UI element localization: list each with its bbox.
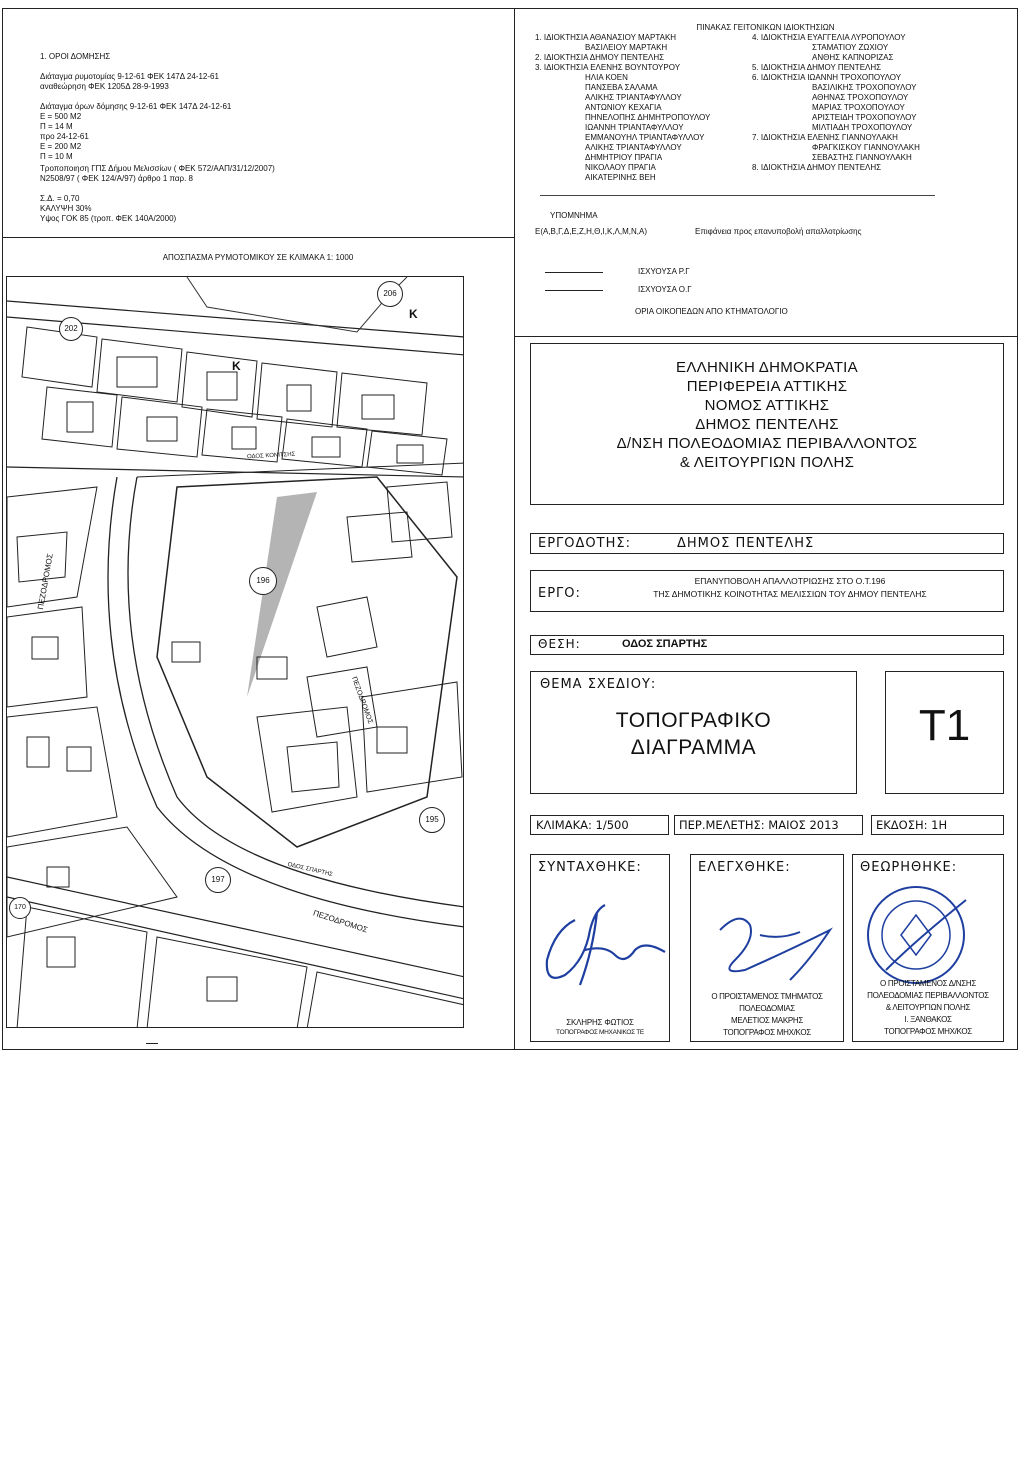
authority-line: ΝΟΜΟΣ ΑΤΤΙΚΗΣ <box>704 397 830 414</box>
street-label: ΠΕΖΟΔΡΟΜΟΣ <box>36 552 55 611</box>
checked-label: ΕΛΕΓΧΘΗΚΕ: <box>698 860 791 875</box>
checked-line: Ο ΠΡΟΙΣΤΑΜΕΝΟΣ ΤΜΗΜΑΤΟΣ <box>711 992 823 1001</box>
legend-title: ΥΠΟΜΝΗΜΑ <box>550 211 598 220</box>
checked-signature <box>700 900 840 995</box>
legend-rg-line <box>545 272 603 273</box>
approved-seal <box>856 880 976 990</box>
block-label-197: 197 <box>205 867 231 893</box>
client-label: ΕΡΓΟΔΟΤΗΣ: <box>538 536 631 551</box>
checked-line: ΤΟΠΟΓΡΑΦΟΣ ΜΗΧ/ΚΟΣ <box>723 1028 811 1037</box>
checked-line: ΠΟΛΕΟΔΟΜΙΑΣ <box>739 1004 795 1013</box>
block-label-196: 196 <box>249 567 277 595</box>
neighbor-entry: ΑΛΙΚΗΣ ΤΡΙΑΝΤΑΦΥΛΛΟΥ <box>585 143 682 152</box>
street-label: ΠΕΖΟΔΡΟΜΟΣ <box>311 908 369 935</box>
neighbor-entry: ΑΘΗΝΑΣ ΤΡΟΧΟΠΟΥΛΟΥ <box>812 93 909 102</box>
legend-og: ΙΣΧΥΟΥΣΑ Ο.Γ <box>638 285 692 294</box>
street-label: ΠΕΖΟΔΡΟΜΟΣ <box>350 675 374 726</box>
terms-line: Ε = 200 Μ2 <box>40 142 82 151</box>
street-label: ΟΔΟΣ ΚΟΝΙΤΣΗΣ <box>246 451 296 461</box>
legend-area-code: Ε(Α,Β,Γ,Δ,Ε,Ζ,Η,Θ,Ι,Κ,Λ,Μ,Ν,Α) <box>535 227 648 236</box>
neighbor-entry: ΣΕΒΑΣΤΗΣ ΓΙΑΝΝΟΥΛΑΚΗ <box>812 153 912 162</box>
legend-og-line <box>545 290 603 291</box>
neighbor-entry: 5. ΙΔΙΟΚΤΗΣΙΑ ΔΗΜΟΥ ΠΕΝΤΕΛΗΣ <box>752 63 882 72</box>
drafted-signature <box>535 890 670 1000</box>
subject-line-2: ΔΙΑΓΡΑΜΜΑ <box>630 736 757 759</box>
sheet-number: Τ1 <box>918 701 971 750</box>
neighbor-entry: ΒΑΣΙΛΕΙΟΥ ΜΑΡΤΑΚΗ <box>585 43 668 52</box>
drafted-label: ΣΥΝΤΑΧΘΗΚΕ: <box>538 860 642 875</box>
authority-line: Δ/ΝΣΗ ΠΟΛΕΟΔΟΜΙΑΣ ΠΕΡΙΒΑΛΛΟΝΤΟΣ <box>616 435 918 452</box>
approved-line: Ι. ΞΑΝΘΑΚΟΣ <box>904 1015 952 1024</box>
approved-line: & ΛΕΙΤΟΥΡΓΙΩΝ ΠΟΛΗΣ <box>885 1003 971 1012</box>
legend-cadastre: ΟΡΙΑ ΟΙΚΟΠΕΔΩΝ ΑΠΟ ΚΤΗΜΑΤΟΛΟΓΙΟ <box>635 307 788 316</box>
location-label: ΘΕΣΗ: <box>538 637 581 651</box>
street-label: ΟΔΟΣ ΣΠΑΡΤΗΣ <box>286 861 334 879</box>
neighbor-entry: 3. ΙΔΙΟΚΤΗΣΙΑ ΕΛΕΝΗΣ ΒΟΥΝΤΟΥΡΟΥ <box>535 63 681 72</box>
neighbor-entry: ΒΑΣΙΛΙΚΗΣ ΤΡΟΧΟΠΟΥΛΟΥ <box>812 83 917 92</box>
neighbor-entry: 1. ΙΔΙΟΚΤΗΣΙΑ ΑΘΑΝΑΣΙΟΥ ΜΑΡΤΑΚΗ <box>535 33 677 42</box>
work-line-2: ΤΗΣ ΔΗΜΟΤΙΚΗΣ ΚΟΙΝΟΤΗΤΑΣ ΜΕΛΙΣΣΙΩΝ ΤΟΥ ΔΗΜΟΥ ΠΕΝΤΕΛΗΣ <box>653 589 927 599</box>
terms-line <box>40 92 500 102</box>
legend-rg: ΙΣΧΥΟΥΣΑ Ρ.Γ <box>638 267 690 276</box>
location-box <box>530 635 1004 655</box>
terms-line: Ε = 500 Μ2 <box>40 112 82 121</box>
neighbor-entry: 4. ΙΔΙΟΚΤΗΣΙΑ ΕΥΑΓΓΕΛΙΑ ΛΥΡΟΠΟΥΛΟΥ <box>752 33 906 42</box>
subject-label: ΘΕΜΑ ΣΧΕΔΙΟΥ: <box>540 677 657 692</box>
neighbor-entry: ΣΤΑΜΑΤΙΟΥ ΖΩΧΙΟΥ <box>812 43 889 52</box>
drafted-role: ΤΟΠΟΓΡΑΦΟΣ ΜΗΧΑΝΙΚΟΣ ΤΕ <box>556 1029 644 1036</box>
block-label-206: 206 <box>377 281 403 307</box>
authority-line: ΠΕΡΙΦΕΡΕΙΑ ΑΤΤΙΚΗΣ <box>686 378 848 395</box>
neighbor-entry: ΜΑΡΙΑΣ ΤΡΟΧΟΠΟΥΛΟΥ <box>812 103 905 112</box>
approved-line: Ο ΠΡΟΙΣΤΑΜΕΝΟΣ Δ/ΝΣΗΣ <box>879 979 977 988</box>
terms-line: Π = 10 Μ <box>40 152 73 161</box>
location-value: ΟΔΟΣ ΣΠΑΡΤΗΣ <box>622 638 708 650</box>
block-196-outline <box>157 477 457 847</box>
neighbor-entry: ΝΙΚΟΛΑΟΥ ΠΡΑΓΙΑ <box>585 163 656 172</box>
client-value: ΔΗΜΟΣ ΠΕΝΤΕΛΗΣ <box>677 536 815 551</box>
neighbors-right-list <box>752 33 1012 173</box>
approved-line: ΠΟΛΕΟΔΟΜΙΑΣ ΠΕΡΙΒΑΛΛΟΝΤΟΣ <box>867 991 989 1000</box>
authority-line: & ΛΕΙΤΟΥΡΓΙΩΝ ΠΟΛΗΣ <box>679 454 855 471</box>
period-value: ΠΕΡ.ΜΕΛΕΤΗΣ: ΜΑΙΟΣ 2013 <box>679 818 839 832</box>
neighbor-entry: ΠΗΝΕΛΟΠΗΣ ΔΗΜΗΤΡΟΠΟΥΛΟΥ <box>585 113 711 122</box>
neighbor-entry: 2. ΙΔΙΟΚΤΗΣΙΑ ΔΗΜΟΥ ΠΕΝΤΕΛΗΣ <box>535 53 665 62</box>
neighbor-entry: 7. ΙΔΙΟΚΤΗΣΙΑ ΕΛΕΝΗΣ ΓΙΑΝΝΟΥΛΑΚΗ <box>752 133 898 142</box>
subject-line-1: ΤΟΠΟΓΡΑΦΙΚΟ <box>615 709 772 732</box>
terms-line: Διάταγμα όρων δόμησης 9-12-61 ΦΕΚ 147Δ 24-12-61 <box>40 102 232 111</box>
neighbor-entry: ΑΙΚΑΤΕΡΙΝΗΣ ΒΕΗ <box>585 173 656 182</box>
terms-line: ΚΑΛΥΨΗ 30% <box>40 204 92 213</box>
neighbors-separator <box>540 195 935 196</box>
neighbor-entry: ΑΡΙΣΤΕΙΔΗ ΤΡΟΧΟΠΟΥΛΟΥ <box>812 113 917 122</box>
neighbor-entry: ΙΩΑΝΝΗ ΤΡΙΑΝΤΑΦΥΛΛΟΥ <box>585 123 684 132</box>
terms-line: αναθεώρηση ΦΕΚ 1205Δ 28-9-1993 <box>40 82 169 91</box>
neighbors-title: ΠΙΝΑΚΑΣ ΓΕΙΤΟΝΙΚΩΝ ΙΔΙΟΚΤΗΣΙΩΝ <box>696 23 835 32</box>
neighbor-entry: 6. ΙΔΙΟΚΤΗΣΙΑ ΙΩΑΝΝΗ ΤΡΟΧΟΠΟΥΛΟΥ <box>752 73 902 82</box>
block-label-195: 195 <box>419 807 445 833</box>
neighbors-left-list <box>535 33 755 183</box>
title-block-separator <box>514 336 1018 337</box>
neighbor-entry: ΜΙΛΤΙΑΔΗ ΤΡΟΧΟΠΟΥΛΟΥ <box>812 123 913 132</box>
approved-label: ΘΕΩΡΗΘΗΚΕ: <box>860 860 958 875</box>
building-terms-title: 1. ΟΡΟΙ ΔΟΜΗΣΗΣ <box>40 52 111 61</box>
neighbor-entry: ΗΛΙΑ ΚΟΕΝ <box>585 73 628 82</box>
cadastral-map <box>6 276 464 1028</box>
terms-line <box>40 184 500 194</box>
terms-line: Π = 14 Μ <box>40 122 73 131</box>
neighbor-entry: ΑΝΤΩΝΙΟΥ ΚΕΧΑΓΙΑ <box>585 103 662 112</box>
neighbor-entry: ΑΝΘΗΣ ΚΑΠΝΟΡΙΖΑΣ <box>812 53 894 62</box>
neighbor-entry: ΔΗΜΗΤΡΙΟΥ ΠΡΑΓΙΑ <box>585 153 663 162</box>
neighbor-entry: ΑΛΙΚΗΣ ΤΡΙΑΝΤΑΦΥΛΛΟΥ <box>585 93 682 102</box>
authority-line: ΕΛΛΗΝΙΚΗ ΔΗΜΟΚΡΑΤΙΑ <box>676 359 858 376</box>
map-marker-k: Κ <box>409 307 418 321</box>
terms-line: Διάταγμα ρυμοτομίας 9-12-61 ΦΕΚ 147Δ 24-12-61 <box>40 72 219 81</box>
approved-lines <box>852 978 1004 1038</box>
neighbor-entry: ΦΡΑΓΚΙΣΚΟΥ ΓΙΑΝΝΟΥΛΑΚΗ <box>812 143 920 152</box>
edition-value: ΕΚΔΟΣΗ: 1Η <box>876 818 948 832</box>
drafted-name: ΣΚΛΗΡΗΣ ΦΩΤΙΟΣ <box>566 1018 634 1027</box>
terms-line: Σ.Δ. = 0,70 <box>40 194 80 203</box>
scale-value: ΚΛΙΜΑΚΑ: 1/500 <box>536 818 629 832</box>
terms-line: Τροποποιηση ΓΠΣ Δήμου Μελισσίων ( ΦΕΚ 572/ΑΑΠ/31/12/2007) <box>40 164 275 173</box>
map-caption: ΑΠΟΣΠΑΣΜΑ ΡΥΜΟΤΟΜΙΚΟΥ ΣΕ ΚΛΙΜΑΚΑ 1: 1000 <box>162 253 354 262</box>
work-line-1: ΕΠΑΝΥΠΟΒΟΛΗ ΑΠΑΛΛΟΤΡΙΩΣΗΣ ΣΤΟ Ο.Τ.196 <box>694 576 886 586</box>
legend-area-desc: Επιφάνεια προς επανυποβολή απαλλοτρίωσης <box>695 227 862 236</box>
neighbor-entry: ΕΜΜΑΝΟΥΗΛ ΤΡΙΑΝΤΑΦΥΛΛΟΥ <box>585 133 705 142</box>
work-label: ΕΡΓΟ: <box>538 586 581 601</box>
checked-line: ΜΕΛΕΤΙΟΣ ΜΑΚΡΗΣ <box>730 1016 804 1025</box>
checked-lines <box>690 991 844 1039</box>
block-label-202: 202 <box>59 317 83 341</box>
neighbor-entry: 8. ΙΔΙΟΚΤΗΣΙΑ ΔΗΜΟΥ ΠΕΝΤΕΛΗΣ <box>752 163 882 172</box>
sheet-divider <box>514 8 515 1050</box>
authority-line: ΔΗΜΟΣ ΠΕΝΤΕΛΗΣ <box>695 416 839 433</box>
building-terms <box>40 52 500 224</box>
terms-line: Υψος ΓΟΚ 85 (τροπ. ΦΕΚ 140Α/2000) <box>40 214 177 223</box>
terms-line: Ν2508/97 ( ΦΕΚ 124/Α/97) άρθρο 1 παρ. 8 <box>40 174 193 183</box>
block-label-170: 170 <box>9 897 31 919</box>
neighbor-entry: ΠΑΝΣΕΒΑ ΣΑΛΑΜΑ <box>585 83 658 92</box>
bottom-tick <box>146 1043 158 1044</box>
map-marker-k: Κ <box>232 359 241 373</box>
terms-line: προ 24-12-61 <box>40 132 89 141</box>
authority-lines <box>530 358 1004 472</box>
approved-line: ΤΟΠΟΓΡΑΦΟΣ ΜΗΧ/ΚΟΣ <box>884 1027 972 1036</box>
